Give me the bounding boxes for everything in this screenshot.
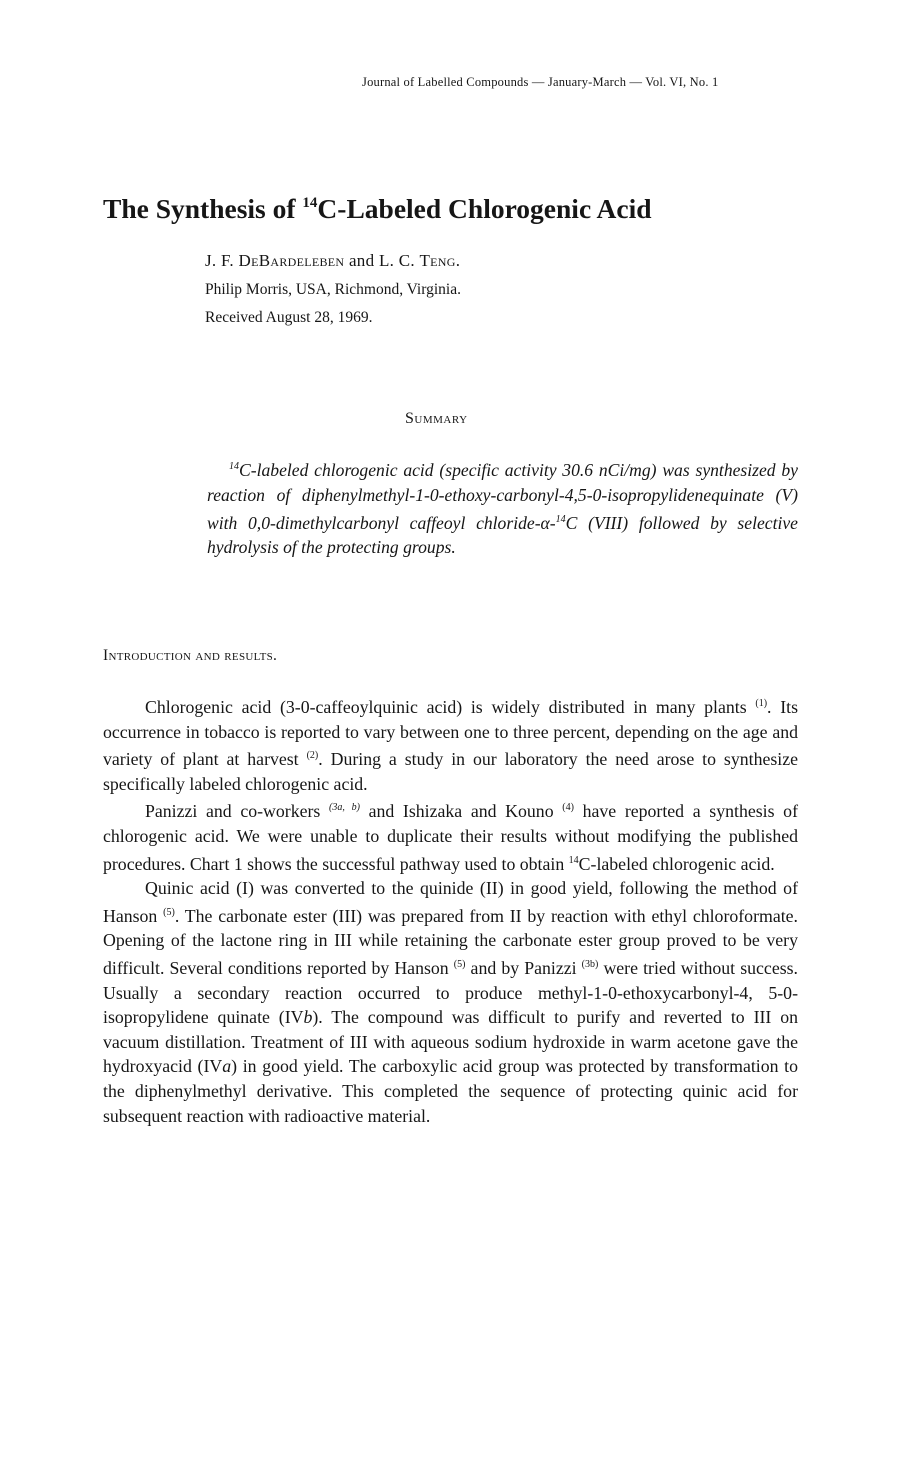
affiliation: Philip Morris, USA, Richmond, Virginia. xyxy=(205,281,461,298)
paragraph-2 xyxy=(103,796,798,876)
article-title xyxy=(103,193,652,225)
received-date: Received August 28, 1969. xyxy=(205,309,373,326)
paragraph-1 xyxy=(103,692,798,796)
p1-text-b: . Its occurrence in tobacco is reported to vary between one to three percent, depending on the age and variety of plant at harvest xyxy=(103,697,798,770)
author-line xyxy=(205,251,460,271)
p3-text-d: were tried without success. Usually a secondary reaction occurred to produce methyl-1-0-ethoxycarbonyl-4, 5-0-isopropylidene quinate (IV xyxy=(103,957,798,1028)
abstract-text-1: C-labeled chlorogenic acid (specific activity 30.6 nCi/mg) was synthesized by reaction of diphenylmethyl-1-0-ethoxy-carbonyl-4,5-0-isopropylidenequinate (V) with 0,0-dimethylcarbonyl caffeoyl chloride-α- xyxy=(207,460,798,533)
p3-italic-a: a xyxy=(222,1056,232,1077)
summary-heading: Summary xyxy=(405,410,468,427)
p3-text-f: ) in good yield. The carboxylic acid group was protected by transformation to the diphenylmethyl derivative. This completed the sequence of protecting quinic acid for subsequent reaction with radioactive material. xyxy=(103,1056,798,1126)
abstract-text-2: C (VIII) followed by selective hydrolysis of the protecting groups. xyxy=(207,512,798,558)
title-superscript: 14 xyxy=(302,195,318,211)
p3-text-b: . The carbonate ester (III) was prepared from II by reaction with ethyl chloroformate. Opening of the lactone ring in III while retaining the carbonate ester group proved to be very difficult. Several conditions reported by Hanson xyxy=(103,905,798,978)
summary-abstract xyxy=(207,455,798,560)
p2-text-a: Panizzi and co-workers xyxy=(145,801,330,822)
body-text xyxy=(103,692,798,1128)
title-text-end: C-Labeled Chlorogenic Acid xyxy=(317,193,652,224)
author1-initials: J. F. xyxy=(205,251,239,270)
p1-text-c: . During a study in our laboratory the need arose to synthesize specifically labeled chlorogenic acid. xyxy=(103,749,799,794)
p2-text-c: have reported a synthesis of chlorogenic acid. We were unable to duplicate their results without modifying the published procedures. Chart 1 shows the successful pathway used to obtain xyxy=(103,801,798,874)
p3-text-a: Quinic acid (I) was converted to the quinide (II) in good yield, following the method of Hanson xyxy=(103,878,798,926)
author2-surname: Teng. xyxy=(419,251,461,270)
running-head: Journal of Labelled Compounds — January-March — Vol. VI, No. 1 xyxy=(362,75,719,89)
citation-ref: (1) xyxy=(755,698,768,709)
p1-text-a: Chlorogenic acid (3-0-caffeoylquinic acid) is widely distributed in many plants xyxy=(145,697,756,717)
citation-ref: (2) xyxy=(306,750,319,762)
p2-text-b: and Ishizaka and Kouno xyxy=(359,801,563,822)
abstract-superscript-1: 14 xyxy=(229,461,239,472)
author1-surname: DeBardeleben xyxy=(238,251,345,270)
p3-text-c: and by Panizzi xyxy=(465,957,582,978)
citation-ref: (5) xyxy=(163,906,175,918)
abstract-superscript-2: 14 xyxy=(555,513,566,525)
citation-ref: (4) xyxy=(562,802,574,814)
citation-ref: (3a, b) xyxy=(329,802,360,814)
p3-italic-b: b xyxy=(303,1007,313,1028)
p3-text-e: ). The compound was difficult to purify and reverted to III on vacuum distillation. Treatment of III with aqueous sodium hydroxide in warm acetone gave the hydroxyacid (IV xyxy=(103,1007,798,1077)
citation-ref: (5) xyxy=(453,958,466,970)
paragraph-3 xyxy=(103,876,798,1128)
title-text-start: The Synthesis of xyxy=(103,193,303,224)
author2-initials: L. C. xyxy=(378,251,420,270)
author-separator: and xyxy=(344,251,379,270)
p2-text-d: C-labeled chlorogenic acid. xyxy=(578,853,775,874)
section-heading: Introduction and results. xyxy=(103,647,278,664)
isotope-superscript: 14 xyxy=(568,854,579,866)
citation-ref: (3b) xyxy=(581,958,599,970)
